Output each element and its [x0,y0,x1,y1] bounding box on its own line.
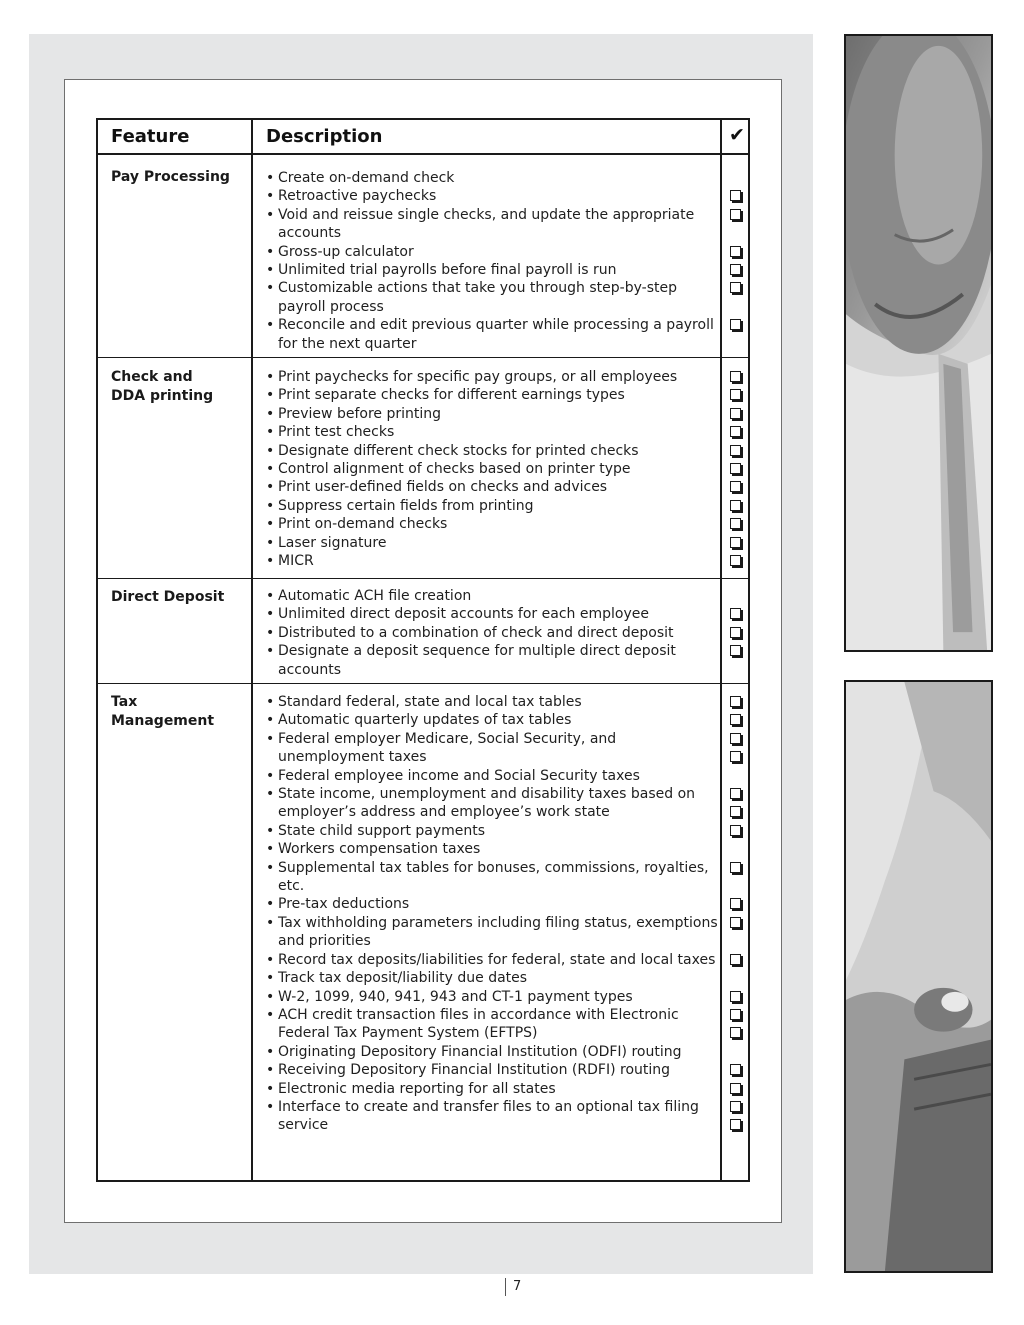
list-item: • State income, unemployment and disability taxes based on employer’s address and employee’s work state [98,785,748,822]
checkbox[interactable] [730,518,741,529]
feature-checklist-table [96,118,750,1182]
keyboard-hands-photo-icon [846,682,991,1271]
checkbox[interactable] [730,917,741,928]
header-check-icon: ✔ [729,124,745,146]
list-item: • Print paychecks for specific pay groups, or all employees [98,368,748,386]
list-item: • Automatic quarterly updates of tax tables [98,711,748,729]
list-item: • Supplemental tax tables for bonuses, commissions, royalties, etc. [98,859,748,896]
list-item: • Print test checks [98,423,748,441]
photo-keyboard-hands [844,680,993,1273]
list-item: • Retroactive paychecks [98,187,748,205]
list-item: • Create on-demand check [266,170,455,186]
list-item: • Receiving Depository Financial Institution (RDFI) routing [98,1061,748,1079]
feature-check-dda-printing: Check and DDA printing [111,369,214,404]
list-item: • Unlimited trial payrolls before final payroll is run [98,261,748,279]
list-item: • Void and reissue single checks, and update the appropriate accounts [98,206,748,243]
list-item: • Pre-tax deductions [98,895,748,913]
page-number: 7 [513,1279,522,1294]
list-item: • Distributed to a combination of check and direct deposit [98,624,748,642]
list-item: • Gross-up calculator [98,243,748,261]
checkbox[interactable] [730,1027,741,1038]
checkbox[interactable] [730,445,741,456]
list-item: • ACH credit transaction files in accordance with Electronic Federal Tax Payment System (EFTPS) [98,1006,748,1043]
feature-direct-deposit: Direct Deposit [111,589,225,605]
list-item: • Electronic media reporting for all states [98,1080,748,1098]
checkbox[interactable] [730,389,741,400]
list-item: • Designate different check stocks for printed checks [98,442,748,460]
feature-pay-processing: Pay Processing [111,169,230,185]
checkbox[interactable] [730,209,741,220]
list-item: • Control alignment of checks based on printer type [98,460,748,478]
checkbox[interactable] [730,862,741,873]
checkbox[interactable] [730,627,741,638]
checkbox[interactable] [730,788,741,799]
checkbox[interactable] [730,696,741,707]
list-item: • Designate a deposit sequence for multiple direct deposit accounts [98,642,748,679]
list-item: • Interface to create and transfer files to an optional tax filing service [98,1098,748,1135]
checkbox[interactable] [730,608,741,619]
list-item: • State child support payments [98,822,748,840]
list-item: • Suppress certain fields from printing [98,497,748,515]
checkbox[interactable] [730,282,741,293]
list-item: • Preview before printing [98,405,748,423]
checkbox[interactable] [730,426,741,437]
pay-processing-list [98,169,748,353]
list-item: • Reconcile and edit previous quarter while processing a payroll for the next quarter [98,316,748,353]
check-dda-list [98,368,748,570]
checkbox[interactable] [730,954,741,965]
checkbox[interactable] [730,806,741,817]
list-item: • MICR [98,552,748,570]
checkbox[interactable] [730,1083,741,1094]
list-item: • Federal employee income and Social Security taxes [266,767,640,784]
checkbox[interactable] [730,408,741,419]
list-item: • W-2, 1099, 940, 941, 943 and CT-1 payment types [98,988,748,1006]
page-number-divider [505,1278,506,1296]
businessman-photo-icon [846,36,991,650]
section-divider [98,357,748,358]
checkbox[interactable] [730,645,741,656]
checkbox[interactable] [730,500,741,511]
list-item: • Originating Depository Financial Institution (ODFI) routing [266,1043,682,1060]
checkbox[interactable] [730,751,741,762]
checkbox[interactable] [730,319,741,330]
list-item: • Print user-defined fields on checks and advices [98,478,748,496]
list-item: • Laser signature [98,534,748,552]
checkbox[interactable] [730,264,741,275]
checkbox[interactable] [730,991,741,1002]
checkbox[interactable] [730,246,741,257]
checkbox[interactable] [730,733,741,744]
checkbox[interactable] [730,898,741,909]
checkbox[interactable] [730,190,741,201]
list-item: • Print on-demand checks [98,515,748,533]
list-item: • Tax withholding parameters including filing status, exemptions and priorities [98,914,748,951]
checkbox[interactable] [730,1119,741,1130]
checkbox[interactable] [730,1009,741,1020]
header-divider [98,153,748,155]
section-divider [98,683,748,684]
section-divider [98,578,748,579]
list-item: • Record tax deposits/liabilities for federal, state and local taxes [98,951,748,969]
feature-tax-management: Tax Management [111,694,215,729]
checkbox[interactable] [730,463,741,474]
list-item: • Standard federal, state and local tax tables [98,693,748,711]
checkbox[interactable] [730,371,741,382]
checkbox[interactable] [730,1101,741,1112]
checkbox[interactable] [730,481,741,492]
checkbox[interactable] [730,1064,741,1075]
list-item: • Automatic ACH file creation [266,588,472,604]
list-item: • Unlimited direct deposit accounts for each employee [98,605,748,623]
header-description: Description [266,126,383,147]
list-item: • Customizable actions that take you through step-by-step payroll process [98,279,748,316]
list-item: • Track tax deposit/liability due dates [266,970,528,987]
checkbox[interactable] [730,714,741,725]
checkbox[interactable] [730,537,741,548]
photo-businessman [844,34,993,652]
tax-management-list [98,693,748,1135]
list-item: • Print separate checks for different earnings types [98,386,748,404]
header-feature: Feature [111,126,190,147]
list-item: • Workers compensation taxes [266,841,481,858]
checkbox[interactable] [730,555,741,566]
checkbox[interactable] [730,825,741,836]
direct-deposit-list [98,587,748,679]
list-item: • Federal employer Medicare, Social Security, and unemployment taxes [98,730,748,767]
